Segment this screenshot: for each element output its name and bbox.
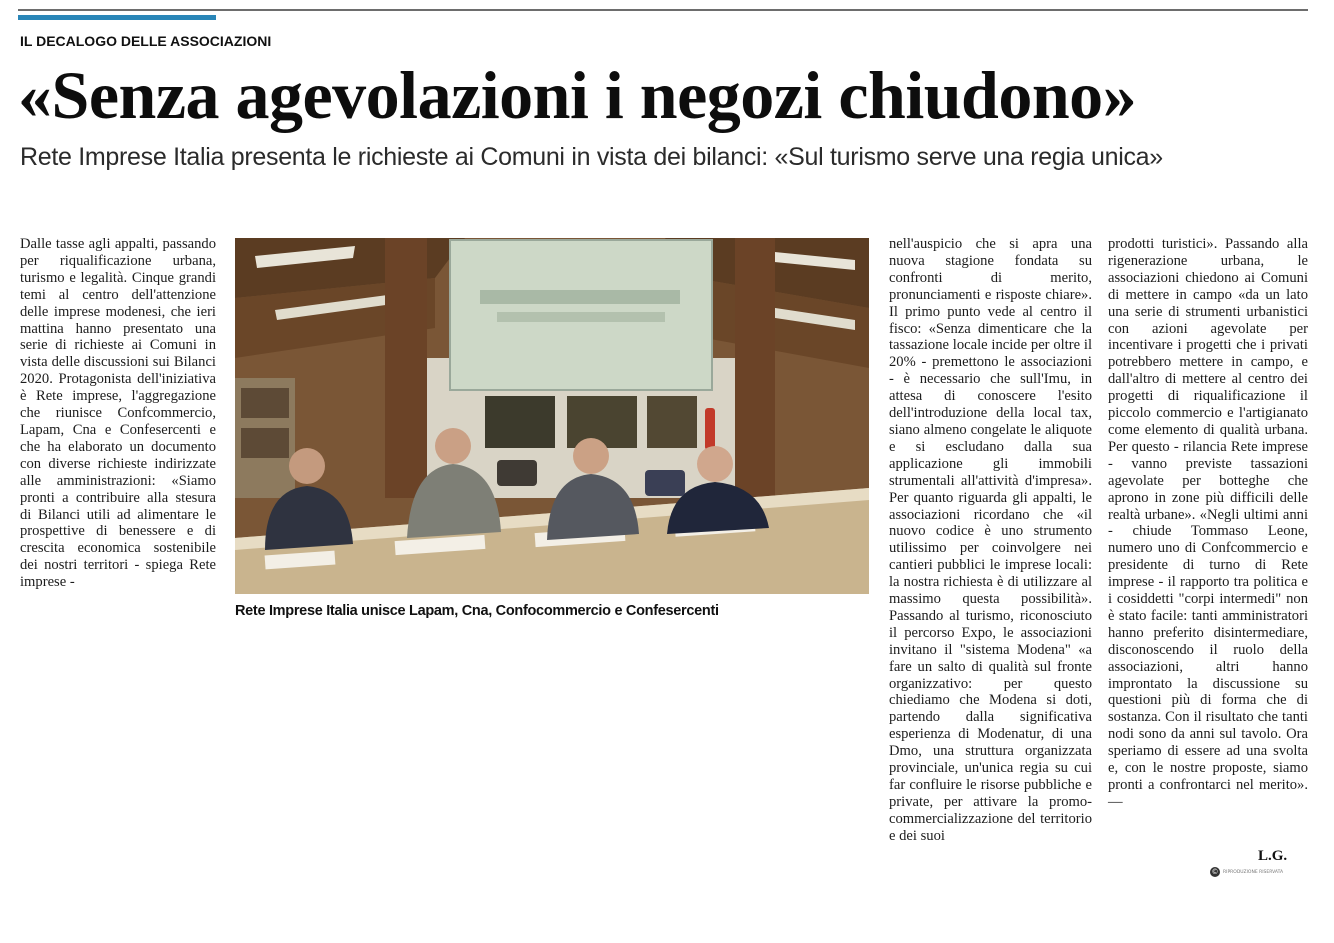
rights-text: RIPRODUZIONE RISERVATA (1223, 869, 1284, 875)
top-rule (18, 9, 1308, 11)
press-conference-photo (235, 238, 869, 594)
rights-notice (1210, 867, 1283, 877)
article-column-1: Dalle tasse agli appalti, passando per riqualificazione urbana, turismo e legalità. Cinque grandi temi al centro dell'attenzione delle imprese modenesi, che ieri mattina hanno presentato una serie di richieste ai Comuni in vista delle discussioni sui Bilanci 2020. Protagonista dell'iniziativa è Rete imprese, l'aggregazione che riunisce Confcommercio, Lapam, Cna e Confesercenti e che ha elaborato un documento con diverse richieste indirizzate alle amministrazioni: «Siamo pronti a contribuire alla stesura di Bilanci utili ad alimentare le prospettive di benessere e di crescita economica sostenibile dei nostri territori - spiega Rete imprese - (20, 236, 216, 591)
kicker: IL DECALOGO DELLE ASSOCIAZIONI (20, 33, 272, 49)
article-column-3: prodotti turistici». Passando alla rigenerazione urbana, le associazioni chiedono ai Comuni di mettere in campo «da un lato una serie di strumenti urbanistici con azioni agevolate per incentivare i progetti che i privati potrebbero mettere in campo, e dall'altro di mettere al centro dei progetti di riqualificazione il piccolo commercio e l'artigianato come elemento di qualità urbana. Per questo - rilancia Rete imprese - vanno previste tassazioni agevolate per botteghe che aprono in zone più difficili delle realtà urbane». «Negli ultimi anni - chiude Tommaso Leone, numero uno di Confcommercio e presidente di turno di Rete imprese - il rapporto tra politica e i cosiddetti "corpi intermedi" non è stato facile: tanti amministratori hanno preferito disintermediare, disconoscendo il ruolo della associazioni, altri hanno improntato la discussione su questioni più di forma che di sostanza. Con il risultato che tanti nodi sono da anni sul tavolo. Ora speriamo di essere ad una svolta e, con le nostre proposte, siamo pronti a confrontarci nel merito».— (1108, 236, 1308, 810)
copyright-icon: © (1211, 868, 1219, 876)
section-accent-bar (18, 15, 216, 20)
photo-caption: Rete Imprese Italia unisce Lapam, Cna, Confocommercio e Confesercenti (235, 603, 719, 619)
byline: L.G. (1258, 848, 1288, 864)
article-column-2: nell'auspicio che si apra una nuova stagione fondata su confronti di merito, pronunciamenti e risposte chiare». Il primo punto vede al centro il fisco: «Senza dimenticare che la tassazione locale incide per oltre il 20% - premettono le associazioni - è necessario che sull'Imu, in attesa di conoscere l'esito dell'introduzione della local tax, siano almeno congelate le aliquote e si escludano dalla sua applicazione gli immobili strumentali all'attività d'impresa». Per quanto riguarda gli appalti, le associazioni ricordano che «il nuovo codice è uno strumento utilissimo per coinvolgere nei cantieri pubblici le imprese locali: la nostra richiesta è di utilizzare al massimo questa possibilità». Passando al turismo, riconosciuto il percorso Expo, le associazioni invitano il "sistema Modena" «a fare un salto di qualità sul fronte organizzativo: per questo chiediamo che Modena si doti, partendo dalla significativa esperienza di Modenatur, di una Dmo, una struttura organizzata provinciale, un'unica regia su cui far confluire le risorse pubbliche e private, per attivare la promo-commercializzazione del territorio e dei suoi (889, 236, 1092, 844)
subheadline: Rete Imprese Italia presenta le richieste ai Comuni in vista dei bilanci: «Sul turismo serve una regia unica» (20, 143, 1163, 171)
headline: «Senza agevolazioni i negozi chiudono» (18, 57, 1137, 133)
